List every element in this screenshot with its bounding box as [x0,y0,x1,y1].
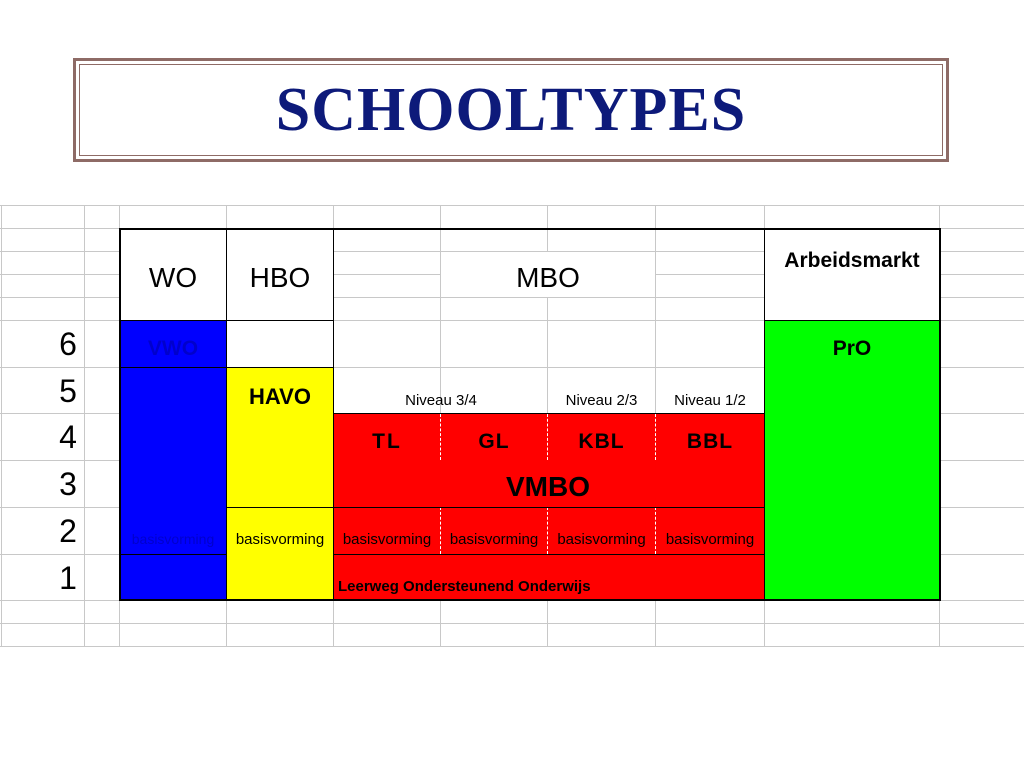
header-mbo: MBO [516,262,580,293]
header-hbo: HBO [249,262,311,293]
row-number-6: 6 [59,325,77,362]
table-border [764,228,765,601]
table-border [939,228,941,601]
row-number-3: 3 [59,465,77,502]
basisvorming-label: basisvorming [131,531,215,547]
table-border [765,320,940,321]
leerweg-label-gl: GL [478,430,510,453]
table-border [120,320,334,321]
gridline [0,646,1024,647]
niveau-label: Niveau 2/3 [565,391,638,409]
basisvorming-label: basisvorming [665,530,755,548]
leerweg-label-bbl: BBL [686,430,734,453]
basisvorming-label: basisvorming [449,530,539,548]
gridline [0,205,1024,206]
havo-label: HAVO [249,384,311,409]
row-number-4: 4 [59,418,77,455]
vmbo-label: VMBO [506,471,590,502]
pro-label: PrO [832,337,872,360]
lwoo-label: Leerweg Ondersteunend Onderwijs [338,577,591,595]
leerweg-label-kbl: KBL [578,430,625,453]
page-title: SCHOOLTYPES [275,75,747,144]
header-arbeidsmarkt: Arbeidsmarkt [784,249,920,272]
vwo-label: VWO [147,337,199,360]
basisvorming-label: basisvorming [342,530,432,548]
gridline [0,623,1024,624]
basisvorming-label: basisvorming [235,530,325,548]
basisvorming-label: basisvorming [557,530,646,548]
niveau-label: Niveau 1/2 [674,391,746,409]
row-number-2: 2 [59,512,77,549]
row-number-1: 1 [59,559,77,596]
leerweg-label-tl: TL [372,430,402,453]
havo-top-cell [227,321,333,367]
row-number-5: 5 [59,372,77,409]
table-border [119,228,940,230]
niveau-label: Niveau 3/4 [405,391,477,409]
header-wo: WO [148,262,198,293]
gridline [1,205,2,647]
